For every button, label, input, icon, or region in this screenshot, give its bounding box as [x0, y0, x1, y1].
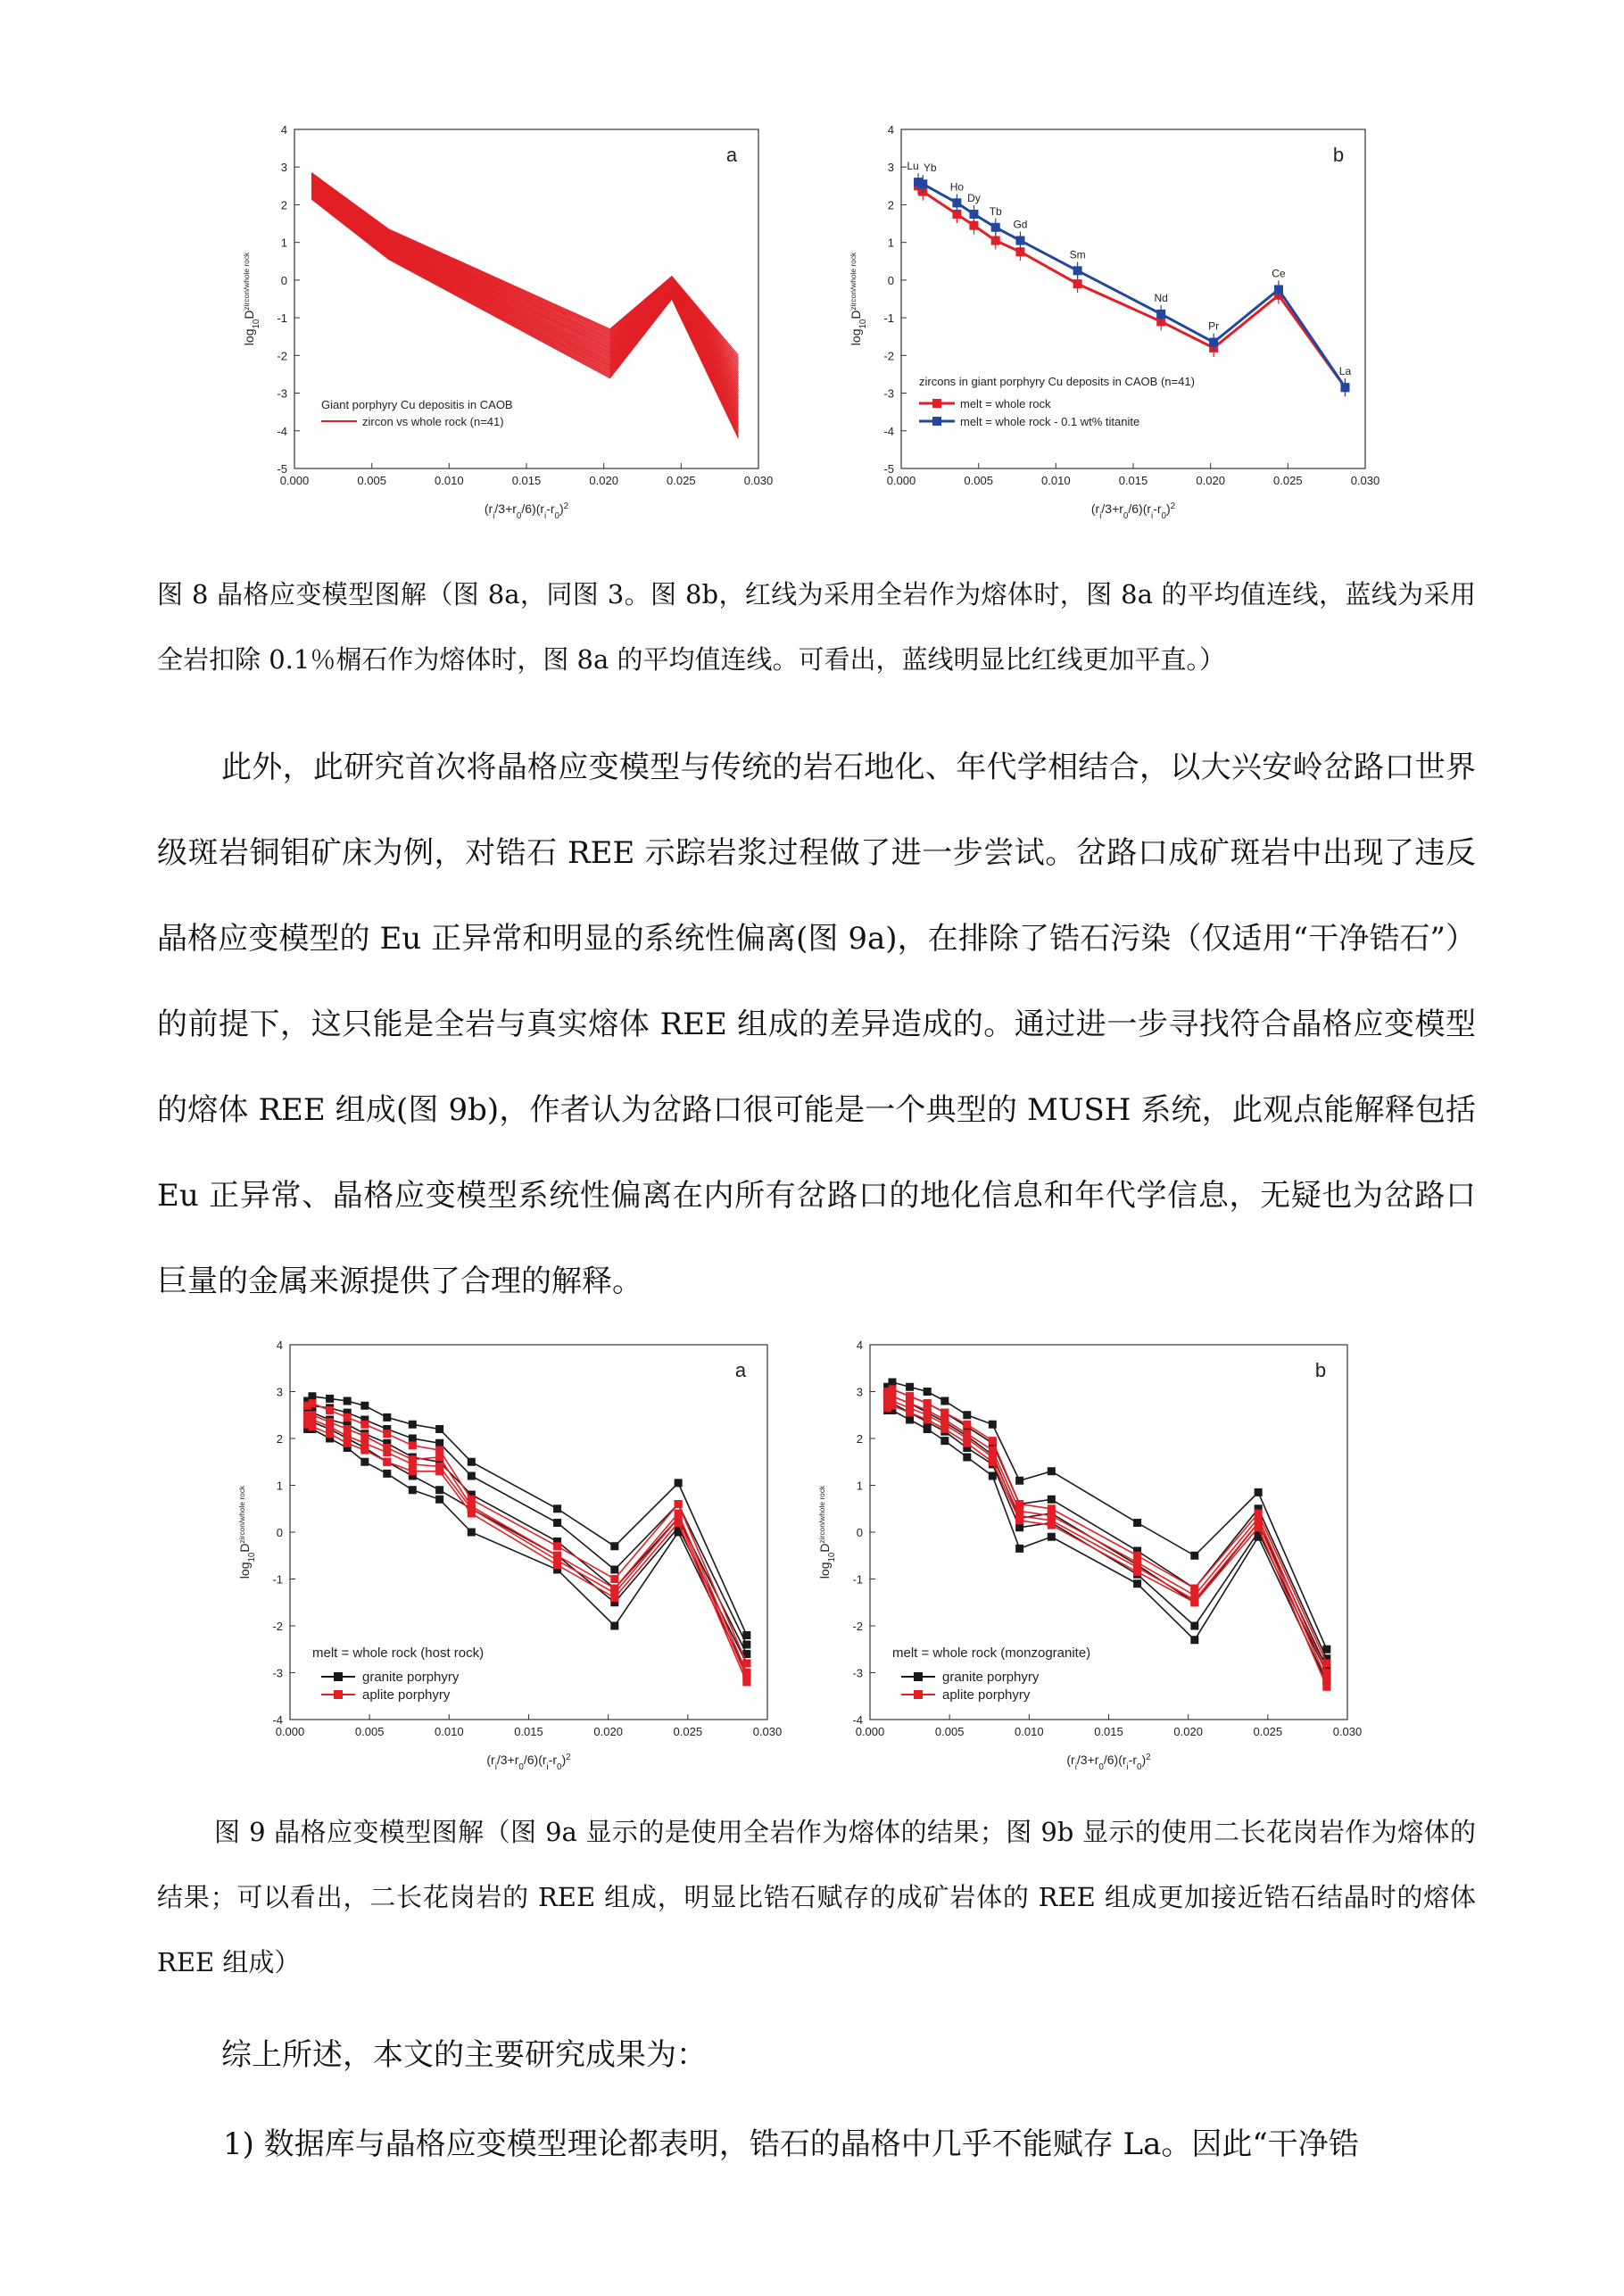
- y-tick-label: 4: [856, 1339, 863, 1352]
- result-list-item-1: 1) 数据库与晶格应变模型理论都表明，锆石的晶格中几乎不能赋存 La。因此“干净锆: [223, 2126, 1359, 2162]
- data-point: [1073, 279, 1082, 288]
- data-point: [963, 1454, 971, 1462]
- y-tick-label: 3: [856, 1385, 863, 1399]
- y-tick-label: 4: [887, 123, 894, 137]
- x-axis-label: $(r_i/3+r_0/6)(r_i-r_0)^2$: [1066, 1752, 1151, 1772]
- data-point: [989, 1421, 997, 1429]
- data-point: [435, 1446, 443, 1455]
- data-point: [360, 1421, 369, 1429]
- y-tick-label: 1: [280, 236, 287, 250]
- y-tick-label: -2: [272, 1620, 283, 1633]
- legend-marker: [914, 1672, 923, 1681]
- data-point: [918, 179, 927, 188]
- legend-marker: [334, 1690, 343, 1699]
- data-point: [1255, 1523, 1263, 1531]
- y-tick-label: 3: [280, 161, 287, 175]
- x-tick-label: 0.030: [743, 474, 774, 487]
- element-label: Dy: [967, 192, 981, 204]
- y-tick-label: 0: [276, 1526, 283, 1539]
- figure-8b-chart: [849, 116, 1410, 526]
- legend-title: melt = whole rock (monzogranite): [892, 1645, 1091, 1661]
- data-point: [1048, 1533, 1056, 1541]
- y-tick-label: 0: [856, 1526, 863, 1539]
- x-tick-label: 0.000: [275, 1725, 305, 1738]
- data-point: [553, 1519, 561, 1527]
- legend-entry: melt = whole rock - 0.1 wt% titanite: [960, 415, 1140, 428]
- data-point: [308, 1422, 316, 1430]
- data-point: [383, 1458, 391, 1466]
- figure-9-caption: 图 9 晶格应变模型图解（图 9a 显示的是使用全岩作为熔体的结果；图 9b 显示的使用二长花岗岩作为熔体的结果；可以看出，二长花岗岩的 REE 组成，明显比锆石赋存的成矿岩体的 REE 组成更加接近锆石结晶时的熔体 REE 组成）: [157, 1817, 1476, 1977]
- data-point: [383, 1430, 391, 1438]
- data-point: [1133, 1519, 1141, 1527]
- data-point: [888, 1402, 896, 1410]
- data-point: [610, 1566, 618, 1574]
- legend-entry: granite porphyry: [362, 1670, 460, 1685]
- data-point: [435, 1439, 443, 1447]
- y-tick-label: -4: [277, 424, 287, 438]
- y-tick-label: 3: [887, 161, 894, 175]
- data-point: [553, 1504, 561, 1513]
- data-point: [468, 1529, 476, 1537]
- x-tick-label: 0.020: [593, 1725, 623, 1738]
- data-point: [409, 1460, 417, 1468]
- data-point: [989, 1446, 997, 1455]
- y-tick-label: 1: [276, 1479, 283, 1493]
- data-point: [924, 1425, 932, 1433]
- data-point: [924, 1399, 932, 1407]
- data-point: [360, 1402, 369, 1410]
- x-axis-label: $(r_i/3+r_0/6)(r_i-r_0)^2$: [484, 501, 569, 521]
- data-point: [1190, 1636, 1198, 1644]
- data-point: [553, 1561, 561, 1569]
- data-point: [610, 1594, 618, 1602]
- x-tick-label: 0.010: [435, 474, 464, 487]
- data-point: [888, 1385, 896, 1393]
- data-point: [1133, 1579, 1141, 1587]
- figure-9a-chart: [237, 1334, 812, 1789]
- y-tick-label: 0: [280, 273, 287, 287]
- y-tick-label: 0: [887, 273, 894, 287]
- series-line-granite: [308, 1430, 747, 1673]
- legend-entry: melt = whole rock: [960, 397, 1051, 410]
- data-point: [610, 1542, 618, 1550]
- y-tick-label: 1: [887, 236, 894, 250]
- y-axis-label: $\log_{10}D^{zircon/whole rock}$: [817, 1485, 837, 1579]
- data-point: [435, 1496, 443, 1504]
- legend-title: melt = whole rock (host rock): [312, 1645, 485, 1661]
- series-line-zircon-vs-whole-rock: [311, 178, 738, 374]
- figure-8a-chart: [242, 116, 803, 526]
- data-point: [360, 1458, 369, 1466]
- data-point: [1190, 1622, 1198, 1630]
- data-point: [906, 1416, 914, 1424]
- legend-marker: [932, 399, 941, 408]
- data-point: [360, 1446, 369, 1455]
- y-tick-label: -2: [277, 349, 287, 363]
- data-point: [435, 1454, 443, 1462]
- data-point: [326, 1395, 334, 1403]
- data-point: [924, 1388, 932, 1396]
- x-tick-label: 0.015: [1118, 474, 1148, 487]
- data-point: [468, 1458, 476, 1466]
- x-tick-label: 0.005: [964, 474, 993, 487]
- data-point: [1322, 1683, 1330, 1691]
- data-point: [326, 1422, 334, 1430]
- data-point: [360, 1439, 369, 1447]
- y-tick-label: -4: [852, 1713, 863, 1727]
- panel-label: b: [1314, 1359, 1327, 1381]
- data-point: [1073, 266, 1082, 275]
- y-tick-label: 4: [276, 1339, 283, 1352]
- x-tick-label: 0.000: [855, 1725, 885, 1738]
- data-point: [1015, 1516, 1023, 1524]
- y-axis-label: $\log_{10}D^{zircon/whole rock}$: [849, 252, 868, 346]
- data-point: [344, 1439, 352, 1447]
- x-tick-label: 0.005: [934, 1725, 965, 1738]
- y-tick-label: -3: [852, 1666, 863, 1680]
- y-tick-label: 2: [856, 1432, 863, 1446]
- x-tick-label: 0.010: [1041, 474, 1071, 487]
- figure-9b-chart: [817, 1334, 1392, 1789]
- legend-title: zircons in giant porphyry Cu deposits in CAOB (n=41): [919, 375, 1195, 388]
- data-point: [383, 1413, 391, 1422]
- data-point: [940, 1437, 949, 1445]
- data-point: [991, 236, 1000, 245]
- legend-marker: [334, 1672, 343, 1681]
- x-tick-label: 0.030: [752, 1725, 783, 1738]
- data-point: [1048, 1496, 1056, 1504]
- data-point: [610, 1622, 618, 1630]
- x-tick-label: 0.020: [1173, 1725, 1203, 1738]
- data-point: [435, 1486, 443, 1494]
- y-tick-label: 2: [276, 1432, 283, 1446]
- series-line-zircon-vs-whole-rock: [311, 178, 738, 372]
- x-tick-label: 0.010: [1015, 1725, 1044, 1738]
- data-point: [326, 1430, 334, 1438]
- x-tick-label: 0.015: [1094, 1725, 1123, 1738]
- y-tick-label: -1: [852, 1572, 863, 1587]
- data-point: [1190, 1598, 1198, 1606]
- data-point: [409, 1486, 417, 1494]
- data-point: [383, 1448, 391, 1456]
- data-point: [888, 1379, 896, 1387]
- figure-8-caption: 图 8 晶格应变模型图解（图 8a，同图 3。图 8b，红线为采用全岩作为熔体时，图 8a 的平均值连线，蓝线为采用全岩扣除 0.1％榍石作为熔体时，图 8a 的平均值连线。可看出，蓝线明显比红线更加平直。）: [157, 579, 1476, 675]
- y-tick-label: -2: [883, 349, 894, 363]
- x-tick-label: 0.025: [673, 1725, 703, 1738]
- data-point: [989, 1437, 997, 1445]
- x-axis-label: $(r_i/3+r_0/6)(r_i-r_0)^2$: [486, 1752, 571, 1772]
- x-tick-label: 0.015: [514, 1725, 543, 1738]
- data-point: [360, 1432, 369, 1440]
- x-tick-label: 0.000: [279, 474, 310, 487]
- series-line-zircon-vs-whole-rock: [311, 177, 738, 368]
- data-point: [1015, 1523, 1023, 1531]
- data-point: [675, 1500, 683, 1508]
- data-point: [1048, 1504, 1056, 1513]
- x-tick-label: 0.025: [667, 474, 696, 487]
- x-tick-label: 0.015: [511, 474, 542, 487]
- data-point: [742, 1678, 750, 1687]
- data-point: [940, 1409, 949, 1417]
- y-tick-label: -5: [277, 462, 287, 476]
- y-tick-label: 2: [887, 198, 894, 212]
- series-line-zircon-vs-whole-rock: [311, 176, 738, 366]
- element-label: Gd: [1013, 218, 1028, 231]
- data-point: [344, 1432, 352, 1440]
- data-point: [1190, 1552, 1198, 1560]
- data-point: [1048, 1521, 1056, 1529]
- data-point: [409, 1441, 417, 1449]
- data-point: [383, 1470, 391, 1478]
- data-point: [963, 1421, 971, 1429]
- element-label: Yb: [923, 162, 937, 175]
- data-point: [1048, 1467, 1056, 1475]
- data-point: [326, 1406, 334, 1414]
- data-point: [435, 1467, 443, 1475]
- x-tick-label: 0.030: [1332, 1725, 1363, 1738]
- element-label: Ho: [949, 180, 965, 194]
- data-point: [989, 1458, 997, 1466]
- x-tick-label: 0.010: [435, 1725, 464, 1738]
- data-point: [963, 1439, 971, 1447]
- element-label: La: [1338, 365, 1352, 378]
- data-point: [989, 1472, 997, 1480]
- data-point: [1340, 383, 1349, 392]
- data-point: [906, 1392, 914, 1400]
- y-tick-label: -4: [883, 424, 894, 438]
- x-tick-label: 0.000: [886, 474, 916, 487]
- series-line-zircon-vs-whole-rock: [311, 178, 738, 370]
- legend-title: Giant porphyry Cu depositis in CAOB: [321, 398, 513, 411]
- series-line-zircon-vs-whole-rock: [311, 179, 738, 377]
- data-point: [409, 1421, 417, 1429]
- panel-label: a: [734, 1359, 747, 1381]
- y-tick-label: -1: [277, 311, 287, 326]
- body-paragraph-2: 综上所述，本文的主要研究成果为：: [221, 2037, 707, 2073]
- element-label: Lu: [907, 160, 919, 173]
- y-tick-label: 4: [280, 123, 287, 137]
- x-tick-label: 0.030: [1350, 474, 1380, 487]
- series-line-aplite: [308, 1420, 747, 1678]
- body-paragraph-1: 此外，此研究首次将晶格应变模型与传统的岩石地化、年代学相结合，以大兴安岭岔路口世界级斑岩铜钼矿床为例，对锆石 REE 示踪岩浆过程做了进一步尝试。岔路口成矿斑岩中出现了违反晶格应变模型的 Eu 正异常和明显的系统性偏离(图 9a)，在排除了锆石污染（仅适用“干净锆石”）的前提下，这只能是全岩与真实熔体 REE 组成的差异造成的。通过进一步寻找符合晶格应变模型的熔体 REE 组成(图 9b)，作者认为岔路口很可能是一个典型的 MUSH 系统，此观点能解释包括 Eu 正异常、晶格应变模型系统性偏离在内所有岔路口的地化信息和年代学信息，无疑也为岔路口巨量的金属来源提供了合理的解释。: [157, 750, 1476, 1299]
- y-tick-label: -3: [883, 386, 894, 401]
- data-point: [1015, 1545, 1023, 1553]
- legend-entry: zircon vs whole rock (n=41): [362, 415, 504, 428]
- y-tick-label: 1: [856, 1479, 863, 1493]
- data-point: [1255, 1488, 1263, 1496]
- y-tick-label: -1: [883, 311, 894, 326]
- x-tick-label: 0.020: [589, 474, 618, 487]
- panel-label: b: [1332, 144, 1345, 166]
- data-point: [1156, 310, 1165, 319]
- data-point: [344, 1413, 352, 1422]
- y-tick-label: -3: [272, 1666, 283, 1680]
- data-point: [308, 1392, 316, 1400]
- data-point: [906, 1383, 914, 1391]
- data-point: [924, 1416, 932, 1424]
- series-line-zircon-vs-whole-rock: [311, 175, 738, 361]
- data-point: [435, 1425, 443, 1433]
- x-tick-label: 0.025: [1273, 474, 1303, 487]
- data-point: [409, 1467, 417, 1475]
- legend-marker: [914, 1690, 923, 1699]
- data-point: [1015, 236, 1024, 245]
- x-tick-label: 0.020: [1196, 474, 1225, 487]
- data-point: [409, 1435, 417, 1443]
- data-point: [1133, 1552, 1141, 1560]
- series-line-zircon-vs-whole-rock: [311, 176, 738, 364]
- data-point: [308, 1399, 316, 1407]
- legend-marker: [932, 417, 941, 426]
- data-point: [1133, 1568, 1141, 1576]
- y-tick-label: -4: [272, 1713, 283, 1727]
- y-tick-label: -3: [277, 386, 287, 401]
- series-line-blue: [918, 182, 1345, 387]
- data-point: [952, 198, 961, 207]
- data-point: [675, 1519, 683, 1527]
- y-tick-label: -5: [883, 462, 894, 476]
- y-tick-label: -2: [852, 1620, 863, 1633]
- data-point: [963, 1411, 971, 1419]
- data-point: [1015, 1477, 1023, 1485]
- y-tick-label: -1: [272, 1572, 283, 1587]
- x-tick-label: 0.025: [1253, 1725, 1283, 1738]
- data-point: [553, 1542, 561, 1550]
- series-line-aplite: [308, 1424, 747, 1682]
- element-label: Sm: [1069, 248, 1086, 261]
- y-tick-label: 2: [280, 198, 287, 212]
- legend-entry: aplite porphyry: [942, 1687, 1031, 1703]
- data-point: [344, 1397, 352, 1405]
- panel-label: a: [725, 144, 738, 166]
- data-point: [940, 1425, 949, 1433]
- x-tick-label: 0.005: [354, 1725, 385, 1738]
- element-label: Ce: [1272, 267, 1286, 280]
- data-point: [906, 1409, 914, 1417]
- x-axis-label: $(r_i/3+r_0/6)(r_i-r_0)^2$: [1090, 501, 1176, 521]
- data-point: [468, 1510, 476, 1518]
- data-point: [991, 223, 1000, 232]
- y-tick-label: 3: [276, 1385, 283, 1399]
- element-label: Tb: [989, 204, 1002, 218]
- y-axis-label: $\log_{10}D^{zircon/whole rock}$: [242, 252, 261, 346]
- data-point: [1209, 338, 1218, 347]
- element-label: Pr: [1208, 319, 1220, 333]
- data-point: [940, 1397, 949, 1405]
- legend-entry: granite porphyry: [942, 1670, 1040, 1685]
- plot-frame: [290, 1345, 767, 1720]
- data-point: [610, 1575, 618, 1583]
- y-axis-label: $\log_{10}D^{zircon/whole rock}$: [237, 1485, 257, 1579]
- legend-entry: aplite porphyry: [362, 1687, 451, 1703]
- data-point: [969, 210, 978, 219]
- data-point: [344, 1425, 352, 1433]
- data-point: [675, 1479, 683, 1487]
- element-label: Nd: [1154, 291, 1168, 304]
- data-point: [1274, 285, 1283, 294]
- x-tick-label: 0.005: [357, 474, 386, 487]
- data-point: [468, 1472, 476, 1480]
